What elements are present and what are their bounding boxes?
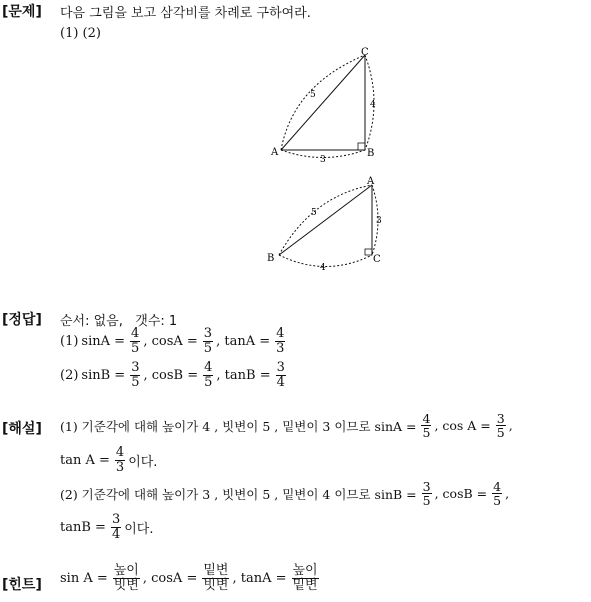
answer-l2-prefix: (2) — [60, 367, 79, 383]
hint-tan: , tanA = — [232, 570, 287, 586]
explanation-line-2 — [60, 446, 160, 474]
explanation-p1-tan-fraction: $\frac{4}{3}$ — [115, 445, 125, 475]
problem-sub-labels: (1) (2) — [60, 26, 101, 41]
fig1-label-ac: 5 — [310, 90, 316, 100]
answer-l1-cos: , cosA = — [143, 333, 198, 349]
hint-tan-fraction: $\frac{\text{높이}}{\text{밑변}}$ — [292, 563, 318, 593]
answer-tag: [정답] — [2, 312, 42, 328]
explanation-p2-tan-fraction: $\frac{3}{4}$ — [111, 512, 121, 542]
fig2-vertex-b: B — [267, 253, 275, 264]
fig2-label-ab: 5 — [311, 208, 317, 218]
hint-line — [60, 564, 322, 592]
explanation-p1e: 이다. — [128, 454, 158, 470]
explanation-p2b: , cosB = — [434, 486, 488, 502]
answer-l1-tan-fraction: $\frac{4}{3}$ — [276, 326, 285, 356]
answer-l1-sin-fraction: $\frac{4}{5}$ — [131, 326, 140, 356]
fig2-vertex-a: A — [367, 176, 375, 187]
fig1-vertex-c: C — [361, 47, 369, 58]
fig1-right-angle-mark — [358, 143, 365, 150]
problem-tag: [문제] — [2, 4, 42, 20]
explanation-p2c: , — [505, 486, 510, 502]
fig1-label-cb: 4 — [370, 100, 376, 110]
answer-l1-prefix: (1) — [60, 333, 79, 349]
answer-l1-tan: , tanA = — [216, 333, 271, 349]
problem-question: 다음 그림을 보고 삼각비를 차례로 구하여라. — [60, 6, 311, 21]
fig2-hypotenuse — [279, 185, 372, 255]
explanation-p1c: , — [508, 418, 513, 434]
fig1-vertex-a: A — [271, 147, 279, 158]
hint-sin: sin A = — [60, 570, 108, 586]
hint-sin-fraction: $\frac{\text{높이}}{\text{빗변}}$ — [113, 563, 139, 593]
hint-cos: , cosA = — [142, 570, 198, 586]
explanation-p2e: 이다. — [124, 521, 154, 537]
answer-l2-sin: sinB = — [81, 367, 126, 383]
answer-l2-cos: , cosB = — [143, 367, 199, 383]
answer-l2-tan: , tanB = — [216, 367, 271, 383]
fig2-right-angle-mark — [365, 249, 372, 255]
answer-l2-tan-fraction: $\frac{3}{4}$ — [276, 360, 285, 390]
answer-l2-cos-fraction: $\frac{4}{5}$ — [204, 360, 213, 390]
fig2-vertex-c: C — [373, 254, 381, 265]
triangle-figure-1 — [265, 45, 385, 165]
explanation-tag: [해설] — [2, 421, 42, 437]
triangle-figure-2 — [262, 172, 387, 272]
answer-l1-cos-fraction: $\frac{3}{5}$ — [203, 326, 213, 356]
explanation-p1a: (1) 기준각에 대해 높이가 4 , 빗변이 5 , 밑변이 3 이므로 sinA = — [60, 418, 417, 434]
hint-cos-fraction: $\frac{\text{밑변}}{\text{빗변}}$ — [203, 563, 229, 593]
fig1-hypotenuse — [281, 55, 365, 150]
explanation-p2d: tanB = — [60, 519, 106, 535]
explanation-line-1 — [60, 412, 516, 439]
answer-l2-sin-fraction: $\frac{3}{5}$ — [131, 360, 140, 390]
fig2-label-bc: 4 — [320, 263, 326, 272]
explanation-p1-cos-fraction: $\frac{3}{5}$ — [496, 411, 505, 441]
explanation-p1b: , cos A = — [434, 418, 491, 434]
explanation-p2a: (2) 기준각에 대해 높이가 3 , 빗변이 5 , 밑변이 4 이므로 sinB = — [60, 486, 417, 502]
answer-meta: 순서: 없음, 갯수: 1 — [60, 314, 178, 329]
answer-line-1 — [60, 327, 288, 355]
fig1-vertex-b: B — [367, 148, 375, 159]
explanation-p2-sin-fraction: $\frac{3}{5}$ — [422, 479, 431, 509]
explanation-line-4 — [60, 513, 156, 541]
answer-line-2 — [60, 361, 289, 389]
explanation-p2-cos-fraction: $\frac{4}{5}$ — [493, 479, 502, 509]
fig2-label-ac: 3 — [376, 216, 382, 226]
hint-tag: [힌트] — [2, 577, 42, 593]
explanation-p1-sin-fraction: $\frac{4}{5}$ — [422, 411, 431, 441]
answer-l1-sin: sinA = — [81, 333, 126, 349]
explanation-p1d: tan A = — [60, 452, 110, 468]
explanation-line-3 — [60, 480, 512, 507]
fig1-label-ab: 3 — [320, 155, 326, 165]
